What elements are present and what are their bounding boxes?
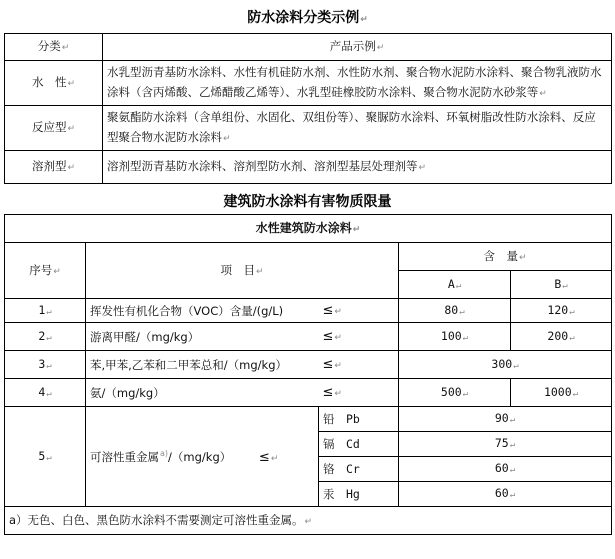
value-a-cell: 80↵: [399, 299, 511, 323]
metal-value-cell: 60↵: [399, 457, 612, 482]
table-row: [5, 151, 612, 184]
value-b-cell: 1000↵: [511, 379, 612, 407]
table-caption: 水性建筑防水涂料↵: [5, 215, 612, 243]
table-row: [5, 407, 612, 432]
header-item: 项 目↵: [86, 243, 399, 299]
header-category: 分类↵: [5, 34, 103, 61]
header-grade-a: A↵: [399, 271, 511, 299]
value-b-cell: 120↵: [511, 299, 612, 323]
operator-cell: ≤↵: [319, 379, 399, 407]
table-note-row: [5, 507, 612, 535]
value-b-cell: 200↵: [511, 323, 612, 351]
seq-cell: 2↵: [5, 323, 86, 351]
metal-name-cell: 铅 Pb: [319, 407, 399, 432]
seq-cell: 3↵: [5, 351, 86, 379]
value-ab-cell: 300↵: [399, 351, 612, 379]
metal-name-cell: 铬 Cr: [319, 457, 399, 482]
table-row: [5, 351, 612, 379]
seq-cell: 5↵: [5, 407, 86, 507]
metal-name-cell: 汞 Hg: [319, 482, 399, 507]
examples-cell: 水乳型沥青基防水涂料、水性有机硅防水剂、水性防水剂、聚合物水泥防水涂料、聚合物乳液防水涂料（含丙烯酸、乙烯醋酸乙烯等）、水乳型硅橡胶防水涂料、聚合物水泥防水砂浆等↵: [103, 61, 612, 106]
operator-cell: ≤↵: [319, 323, 399, 351]
item-cell-metals: 可溶性重金属$^{a)}$/（mg/kg） ≤↵: [86, 407, 319, 507]
operator-cell: ≤↵: [319, 299, 399, 323]
table-row: [5, 106, 612, 151]
page-title-classification: 防水涂料分类示例↵: [247, 10, 368, 26]
metal-value-cell: 60↵: [399, 482, 612, 507]
value-a-cell: 100↵: [399, 323, 511, 351]
seq-cell: 1↵: [5, 299, 86, 323]
item-cell: 苯,甲苯,乙苯和二甲苯总和/（mg/kg）: [86, 351, 319, 379]
metal-name-cell: 镉 Cd: [319, 432, 399, 457]
category-cell: 反应型↵: [5, 106, 103, 151]
operator-cell: ≤↵: [319, 351, 399, 379]
harmful-substance-table: [4, 214, 612, 535]
item-cell: 氨/（mg/kg）: [86, 379, 319, 407]
table-row: [5, 61, 612, 106]
table-row: [5, 379, 612, 407]
examples-cell: 聚氨酯防水涂料（含单组份、水固化、双组份等）、聚脲防水涂料、环氧树脂改性防水涂料、反应型聚合物水泥防水涂料↵: [103, 106, 612, 151]
header-content: 含 量↵: [399, 243, 612, 271]
examples-cell: 溶剂型沥青基防水涂料、溶剂型防水剂、溶剂型基层处理剂等↵: [103, 151, 612, 184]
metal-value-cell: 90↵: [399, 407, 612, 432]
table-row: [5, 299, 612, 323]
category-cell: 溶剂型↵: [5, 151, 103, 184]
seq-cell: 4↵: [5, 379, 86, 407]
header-seq: 序号↵: [5, 243, 86, 299]
header-grade-b: B↵: [511, 271, 612, 299]
value-a-cell: 500↵: [399, 379, 511, 407]
item-cell: 挥发性有机化合物（VOC）含量/(g/L): [86, 299, 319, 323]
footnote: a）无色、白色、黑色防水涂料不需要测定可溶性重金属。↵: [5, 507, 612, 535]
header-examples: 产品示例↵: [103, 34, 612, 61]
page-title-limits: 建筑防水涂料有害物质限量: [223, 194, 392, 210]
classification-table: [4, 33, 612, 184]
category-cell: 水 性↵: [5, 61, 103, 106]
table-header-row: [5, 34, 612, 61]
metal-value-cell: 75↵: [399, 432, 612, 457]
table-row: [5, 323, 612, 351]
item-cell: 游离甲醛/（mg/kg）: [86, 323, 319, 351]
